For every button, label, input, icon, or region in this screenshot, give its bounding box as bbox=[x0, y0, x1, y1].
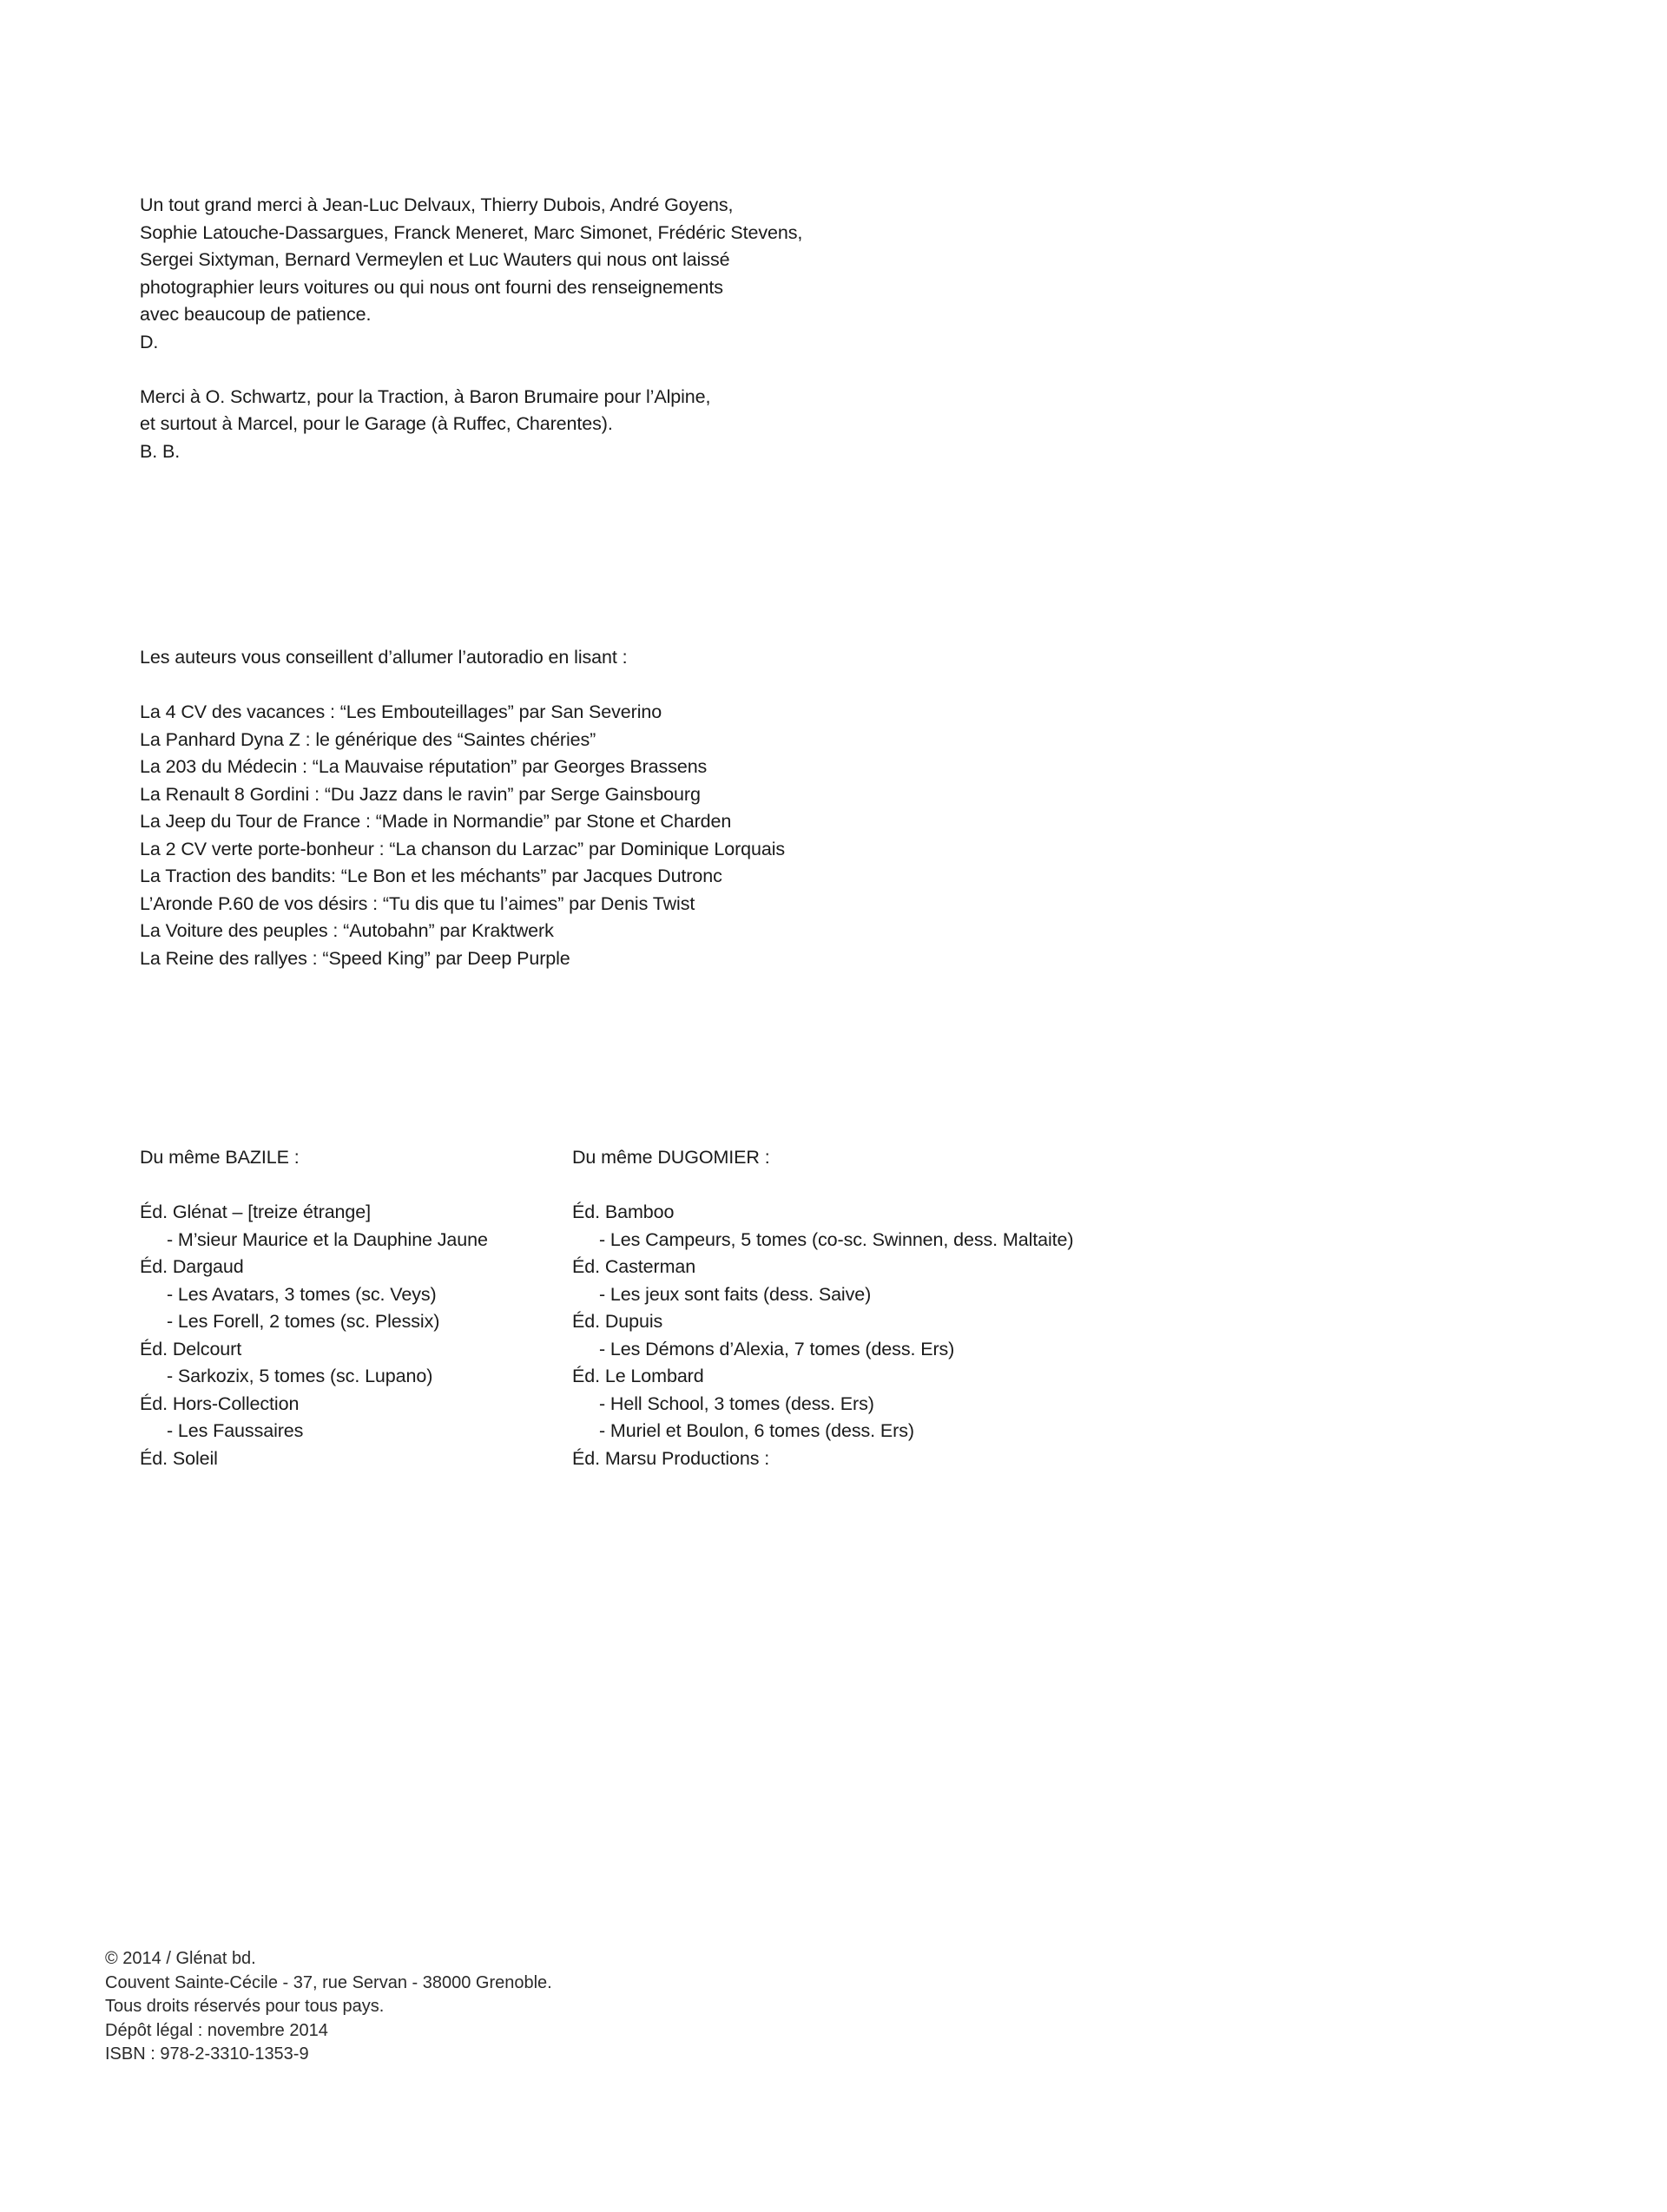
title-line: - Les Faussaires bbox=[167, 1420, 304, 1441]
playlist-item: La Jeep du Tour de France : “Made in Normandie” par Stone et Charden bbox=[140, 811, 732, 832]
publisher-line: Éd. Delcourt bbox=[140, 1338, 242, 1359]
playlist-item: La 2 CV verte porte-bonheur : “La chanson du Larzac” par Dominique Lorquais bbox=[140, 838, 786, 859]
copyright-line: © 2014 / Glénat bd. bbox=[105, 1949, 256, 1968]
bibliography-heading: Du même DUGOMIER : bbox=[572, 1147, 770, 1168]
thanks-line: Un tout grand merci à Jean-Luc Delvaux, Thierry Dubois, André Goyens, bbox=[140, 194, 734, 215]
bazile-bibliography bbox=[140, 1144, 488, 1472]
playlist bbox=[140, 644, 785, 972]
spacer bbox=[572, 1172, 1073, 1200]
spacer bbox=[140, 1172, 488, 1200]
publisher-line: Éd. Glénat – [treize étrange] bbox=[140, 1201, 372, 1222]
spacer bbox=[140, 356, 802, 384]
playlist-item: La Renault 8 Gordini : “Du Jazz dans le ravin” par Serge Gainsbourg bbox=[140, 783, 701, 805]
thanks-line: Sergei Sixtyman, Bernard Vermeylen et Luc Wauters qui nous ont laissé bbox=[140, 249, 730, 270]
title-line: - Sarkozix, 5 tomes (sc. Lupano) bbox=[167, 1366, 433, 1386]
publisher-line: Éd. Dupuis bbox=[572, 1311, 663, 1332]
bazile-signature: B. B. bbox=[140, 440, 181, 462]
publisher-line: Éd. Bamboo bbox=[572, 1201, 675, 1222]
title-line: - Muriel et Boulon, 6 tomes (dess. Ers) bbox=[599, 1420, 914, 1441]
title-line: - Les Campeurs, 5 tomes (co-sc. Swinnen, dess. Maltaite) bbox=[599, 1228, 1074, 1250]
acknowledgements bbox=[140, 192, 802, 465]
playlist-item: L’Aronde P.60 de vos désirs : “Tu dis que tu l’aimes” par Denis Twist bbox=[140, 892, 695, 914]
isbn: ISBN : 978-2-3310-1353-9 bbox=[105, 2044, 309, 2064]
rights-notice: Tous droits réservés pour tous pays. bbox=[105, 1997, 385, 2016]
title-line: - Les jeux sont faits (dess. Saive) bbox=[599, 1283, 872, 1305]
spacer bbox=[140, 672, 785, 700]
bibliography-heading: Du même BAZILE : bbox=[140, 1147, 300, 1168]
title-line: - Les Forell, 2 tomes (sc. Plessix) bbox=[167, 1311, 440, 1332]
publisher-address: Couvent Sainte-Cécile - 37, rue Servan - 38000 Grenoble. bbox=[105, 1972, 552, 1992]
playlist-item: La Reine des rallyes : “Speed King” par Deep Purple bbox=[140, 947, 570, 969]
playlist-item: La 203 du Médecin : “La Mauvaise réputation” par Georges Brassens bbox=[140, 756, 708, 777]
thanks-line: Merci à O. Schwartz, pour la Traction, à Baron Brumaire pour l’Alpine, bbox=[140, 385, 711, 407]
publisher-line: Éd. Marsu Productions : bbox=[572, 1447, 770, 1469]
playlist-intro: Les auteurs vous conseillent d’allumer l’autoradio en lisant : bbox=[140, 647, 628, 668]
imprint bbox=[105, 1947, 552, 2067]
dugomier-bibliography bbox=[572, 1144, 1073, 1472]
title-line: - Hell School, 3 tomes (dess. Ers) bbox=[599, 1392, 874, 1414]
playlist-item: La Traction des bandits: “Le Bon et les méchants” par Jacques Dutronc bbox=[140, 866, 722, 886]
title-line: - Les Démons d’Alexia, 7 tomes (dess. Ers) bbox=[599, 1338, 955, 1359]
playlist-item: La 4 CV des vacances : “Les Embouteillages” par San Severino bbox=[140, 701, 662, 722]
publisher-line: Éd. Hors-Collection bbox=[140, 1392, 300, 1414]
publisher-line: Éd. Le Lombard bbox=[572, 1366, 704, 1386]
title-line: - Les Avatars, 3 tomes (sc. Veys) bbox=[167, 1283, 437, 1305]
thanks-line: photographier leurs voitures ou qui nous ont fourni des renseignements bbox=[140, 276, 723, 298]
publisher-line: Éd. Soleil bbox=[140, 1447, 218, 1469]
publisher-line: Éd. Dargaud bbox=[140, 1256, 244, 1277]
title-line: - M’sieur Maurice et la Dauphine Jaune bbox=[167, 1228, 488, 1250]
playlist-item: La Voiture des peuples : “Autobahn” par Kraktwerk bbox=[140, 920, 554, 941]
publisher-line: Éd. Casterman bbox=[572, 1256, 696, 1277]
thanks-line: et surtout à Marcel, pour le Garage (à Ruffec, Charentes). bbox=[140, 413, 613, 434]
dugomier-signature: D. bbox=[140, 331, 159, 352]
thanks-line: avec beaucoup de patience. bbox=[140, 304, 372, 325]
legal-deposit: Dépôt légal : novembre 2014 bbox=[105, 2020, 328, 2040]
playlist-item: La Panhard Dyna Z : le générique des “Saintes chéries” bbox=[140, 728, 596, 750]
thanks-line: Sophie Latouche-Dassargues, Franck Meneret, Marc Simonet, Frédéric Stevens, bbox=[140, 221, 803, 243]
